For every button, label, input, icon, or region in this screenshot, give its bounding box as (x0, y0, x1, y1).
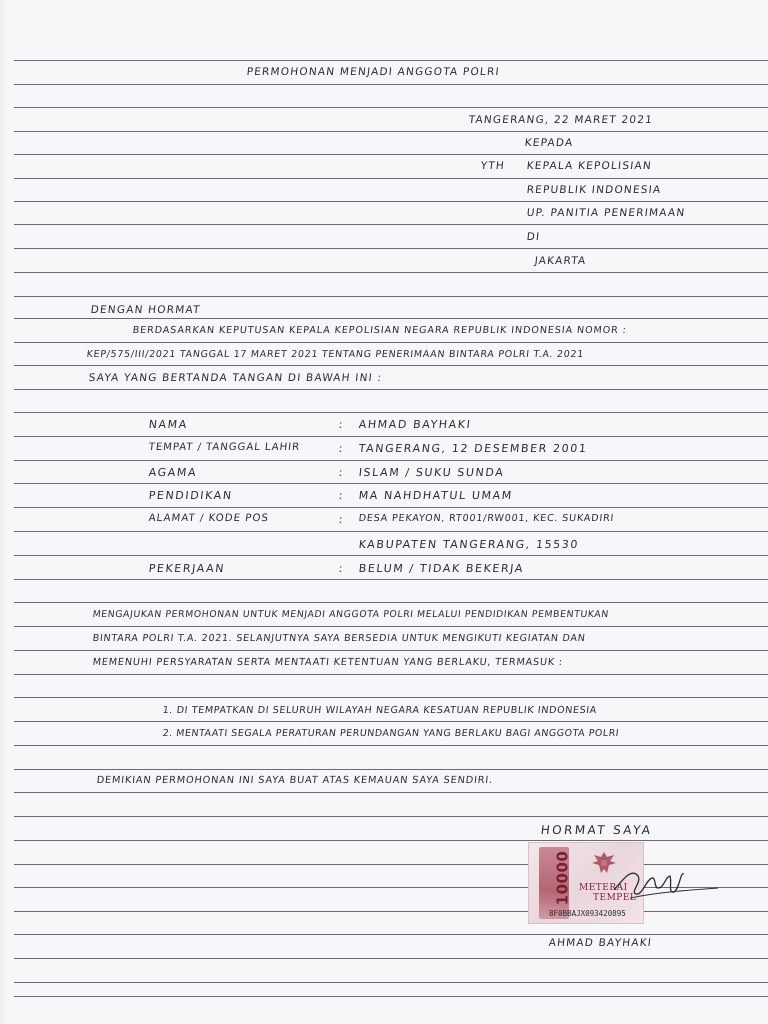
letter-title: PERMOHONAN MENJADI ANGGOTA POLRI (246, 66, 501, 78)
ruled-line (14, 840, 768, 841)
ruled-line (14, 792, 768, 793)
ruled-line (14, 389, 768, 390)
stamp-title-line: TEMPEL (593, 893, 637, 903)
stamp-value: 10000 (553, 850, 572, 906)
recipient-line: JAKARTA (534, 255, 587, 267)
ruled-line (14, 201, 768, 202)
ruled-line (14, 721, 768, 722)
field-label: TEMPAT / TANGGAL LAHIR (148, 442, 301, 453)
ruled-line (14, 745, 768, 746)
field-value: KABUPATEN TANGERANG, 15530 (358, 538, 580, 551)
ruled-line (14, 412, 768, 413)
ruled-line (14, 248, 768, 249)
ruled-line (14, 996, 768, 997)
field-colon: : (338, 442, 344, 455)
field-colon: : (338, 418, 344, 431)
field-row (0, 538, 768, 558)
field-value: TANGERANG, 12 DESEMBER 2001 (358, 442, 589, 455)
body-line: MEMENUHI PERSYARATAN SERTA MENTAATI KETENTUAN YANG BERLAKU, TERMASUK : (92, 657, 564, 668)
intro-line: KEP/575/III/2021 TANGGAL 17 MARET 2021 TENTANG PENERIMAAN BINTARA POLRI T.A. 2021 (86, 349, 585, 360)
ruled-line (14, 650, 768, 651)
ruled-line (14, 602, 768, 603)
ruled-line (14, 342, 768, 343)
ruled-line (14, 84, 768, 85)
ruled-line (14, 272, 768, 273)
ruled-line (14, 769, 768, 770)
ruled-line (14, 958, 768, 959)
recipient-line: UP. PANITIA PENERIMAAN (526, 207, 686, 219)
field-label: ALAMAT / KODE POS (148, 513, 270, 524)
ruled-line (14, 365, 768, 366)
recipient-yth: YTH (480, 160, 506, 172)
ruled-line (14, 224, 768, 225)
ruled-line (14, 318, 768, 319)
ruled-line (14, 816, 768, 817)
ruled-line (14, 934, 768, 935)
field-label: PENDIDIKAN (148, 489, 234, 502)
field-row (0, 466, 768, 486)
list-item: 1. DI TEMPATKAN DI SELURUH WILAYAH NEGARA KESATUAN REPUBLIK INDONESIA (162, 705, 598, 716)
stamp-title-line: METERAI (579, 883, 628, 893)
list-item: 2. MENTAATI SEGALA PERATURAN PERUNDANGAN YANG BERLAKU BAGI ANGGOTA POLRI (162, 728, 620, 739)
field-row (0, 442, 768, 462)
field-colon: : (338, 466, 344, 479)
recipient-line: KEPALA KEPOLISIAN (526, 160, 653, 172)
field-colon: : (338, 513, 344, 526)
field-row (0, 489, 768, 509)
ruled-line (14, 911, 768, 912)
body-line: MENGAJUKAN PERMOHONAN UNTUK MENJADI ANGGOTA POLRI MELALUI PENDIDIKAN PEMBENTUKAN (92, 609, 610, 620)
field-value: MA NAHDHATUL UMAM (358, 489, 514, 502)
ruled-line (14, 697, 768, 698)
sign-off: HORMAT SAYA (540, 823, 654, 837)
closing: DEMIKIAN PERMOHONAN INI SAYA BUAT ATAS KEMAUAN SAYA SENDIRI. (96, 775, 494, 786)
ruled-line (14, 982, 768, 983)
field-row (0, 562, 768, 582)
ruled-line (14, 107, 768, 108)
ruled-line (14, 154, 768, 155)
field-label: NAMA (148, 418, 189, 431)
field-value: BELUM / TIDAK BEKERJA (358, 562, 525, 575)
ruled-line (14, 178, 768, 179)
field-value: ISLAM / SUKU SUNDA (358, 466, 506, 479)
recipient-line: REPUBLIK INDONESIA (526, 184, 662, 196)
salutation: DENGAN HORMAT (90, 304, 202, 316)
place-date: TANGERANG, 22 MARET 2021 (468, 114, 654, 126)
ruled-line (14, 296, 768, 297)
intro-line: SAYA YANG BERTANDA TANGAN DI BAWAH INI : (88, 372, 383, 384)
ruled-line (14, 131, 768, 132)
field-label: PEKERJAAN (148, 562, 226, 575)
field-colon: : (338, 489, 344, 502)
signer-name: AHMAD BAYHAKI (548, 937, 653, 949)
field-label: AGAMA (148, 466, 198, 479)
recipient-kepada: KEPADA (524, 137, 574, 149)
field-value: AHMAD BAYHAKI (358, 418, 473, 431)
handwritten-signature (610, 858, 730, 908)
field-row (0, 513, 768, 533)
ruled-line (14, 674, 768, 675)
ruled-line (14, 626, 768, 627)
field-colon: : (338, 562, 344, 575)
ruled-line (14, 60, 768, 61)
field-row (0, 418, 768, 438)
field-value: DESA PEKAYON, RT001/RW001, KEC. SUKADIRI (358, 513, 615, 524)
stamp-serial: 8F0BBAJX093420895 (549, 909, 626, 918)
recipient-line: DI (526, 231, 541, 243)
intro-line: BERDASARKAN KEPUTUSAN KEPALA KEPOLISIAN NEGARA REPUBLIK INDONESIA NOMOR : (132, 325, 628, 336)
body-line: BINTARA POLRI T.A. 2021. SELANJUTNYA SAYA BERSEDIA UNTUK MENGIKUTI KEGIATAN DAN (92, 633, 587, 644)
